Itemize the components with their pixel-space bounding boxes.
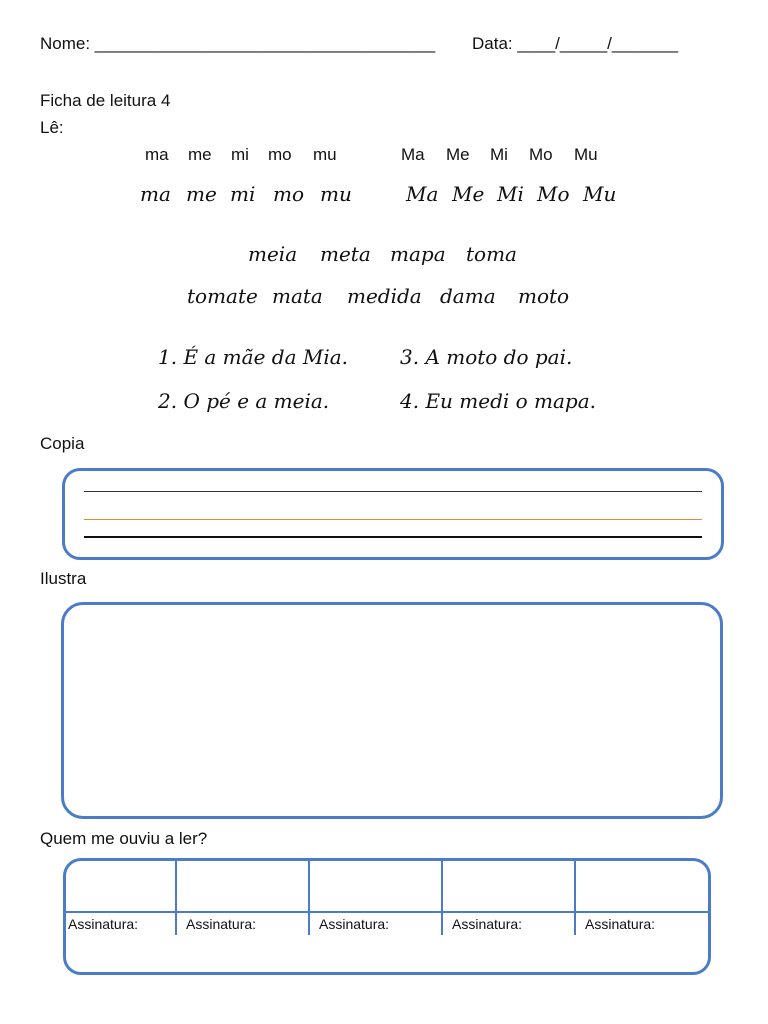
word-tomate: tomate <box>187 284 258 308</box>
signature-table-divider <box>65 911 709 913</box>
signature-col-divider-1 <box>175 860 177 935</box>
signature-label-3[interactable]: Assinatura: <box>319 916 390 932</box>
syllable-Mi: Mi <box>490 145 508 164</box>
signature-col-divider-4 <box>574 860 576 935</box>
listeners-label: Quem me ouviu a ler? <box>40 829 208 848</box>
copy-label: Copia <box>40 434 85 453</box>
script-syllable-Ma: Ma <box>406 182 439 206</box>
syllable-Me: Me <box>446 145 470 164</box>
script-syllable-me: me <box>186 182 217 206</box>
syllable-Ma: Ma <box>401 145 425 164</box>
syllable-Mo: Mo <box>529 145 553 164</box>
illustrate-label: Ilustra <box>40 569 87 588</box>
word-mata: mata <box>272 284 323 308</box>
signature-label-1[interactable]: Assinatura: <box>68 916 139 932</box>
illustration-box[interactable] <box>61 602 723 819</box>
script-syllable-mi: mi <box>230 182 256 206</box>
syllable-mu: mu <box>313 145 337 164</box>
signature-label-4[interactable]: Assinatura: <box>452 916 523 932</box>
syllable-mo: mo <box>268 145 292 164</box>
word-mapa: mapa <box>390 242 446 266</box>
sentence-3: 3. A moto do pai. <box>400 345 573 369</box>
name-field-label[interactable]: Nome: ____________________________________ <box>40 34 436 53</box>
script-syllable-ma: ma <box>140 182 171 206</box>
syllable-mi: mi <box>231 145 249 164</box>
word-medida: medida <box>347 284 422 308</box>
script-syllable-Mi: Mi <box>497 182 524 206</box>
syllable-Mu: Mu <box>574 145 598 164</box>
script-syllable-Mo: Mo <box>537 182 570 206</box>
signature-col-divider-3 <box>441 860 443 935</box>
script-syllable-Mu: Mu <box>583 182 617 206</box>
copy-base-line <box>84 536 702 538</box>
sentence-1: 1. É a mãe da Mia. <box>158 345 348 369</box>
word-meta: meta <box>320 242 371 266</box>
script-syllable-mo: mo <box>273 182 305 206</box>
script-syllable-Me: Me <box>452 182 485 206</box>
sentence-4: 4. Eu medi o mapa. <box>400 389 597 413</box>
word-meia: meia <box>248 242 298 266</box>
syllable-me: me <box>188 145 212 164</box>
signature-col-divider-2 <box>308 860 310 935</box>
signature-label-5[interactable]: Assinatura: <box>585 916 656 932</box>
copy-box[interactable] <box>62 468 724 560</box>
sentence-2: 2. O pé e a meia. <box>158 389 330 413</box>
syllable-ma: ma <box>145 145 169 164</box>
word-moto: moto <box>518 284 570 308</box>
word-toma: toma <box>466 242 517 266</box>
worksheet-title: Ficha de leitura 4 <box>40 91 171 110</box>
read-label: Lê: <box>40 118 64 137</box>
word-dama: dama <box>440 284 496 308</box>
date-field-label[interactable]: Data: ____/_____/_______ <box>472 34 679 53</box>
signature-label-2[interactable]: Assinatura: <box>186 916 257 932</box>
script-syllable-mu: mu <box>320 182 352 206</box>
copy-guide-line <box>84 519 702 520</box>
copy-top-line <box>84 491 702 492</box>
